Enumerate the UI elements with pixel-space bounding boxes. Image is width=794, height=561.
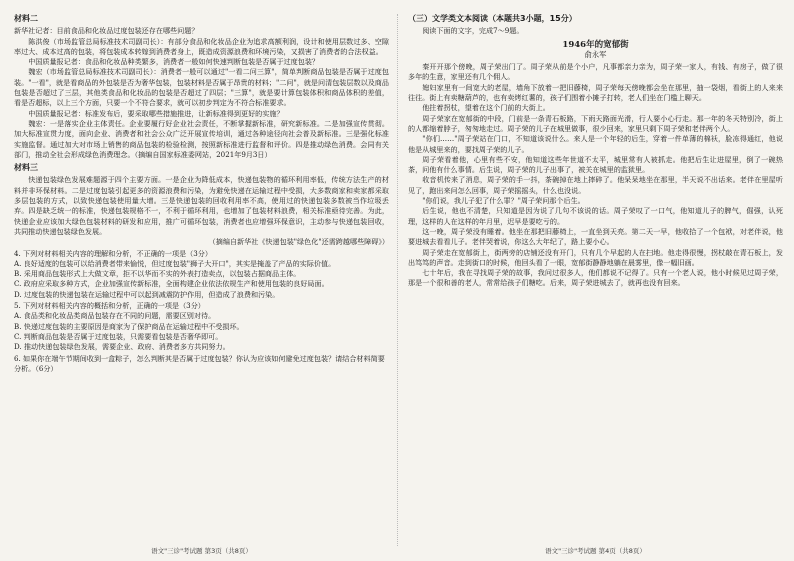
question-6-stem: 6. 如果你在端午节期间收到一盒粽子，怎么判断其是否属于过度包装？你认为应该如何避免过度包装？请结合材料简要分析。（6分）: [14, 353, 385, 373]
page-divider: [397, 14, 398, 546]
story-para-12: 七十年后，我在寻找周子荣的故事，我问过很多人，他们都说不记得了。只有一个老人说，他小时候见过周子荣，那是一个很和善的老人，常常给孩子们糖吃。后来，周子荣进城去了，就再也没有回来。: [408, 268, 783, 288]
material2-para-4: 魏宏（市场监管总局标准技术司副司长）：消费者一般可以通过"一看二问三算"，简单判断商品包装是否属于过度包装。"一看"，就是看商品的外包装是否为奢华包装，包装材料是否属于昂贵的材料；"二问"，就是问清包装层数以及商品包装是否超过了三层，其他类食品和化妆品的包装是否超过了四层；"三算"，就是要计算包装体积和商品体积的差值，看是否超标，以上三个方面，只要一个不符合要求，就可以初步判定为不符合标准要求。: [14, 67, 389, 108]
material2-para-3: 中国质量报记者：食品和化妆品种类繁多，消费者一般如何快速判断包装是否属于过度包装？: [28, 57, 320, 67]
question-4-option-a: A. 良好适度的包装可以给消费者带来愉悦，但过度包装"狮子大开口"，其实是掩盖了产品的实际价值。: [14, 258, 336, 268]
question-5-stem: 5. 下列对材料相关内容的概括和分析，正确的一项是（3分）: [14, 301, 205, 311]
story-para-2: 媳妇家里有一间宽大的老屋，墙角下放着一把旧藤椅，周子荣每天傍晚都会坐在那里，抽一袋烟，看街上的人来来往往。街上有卖糖葫芦的，也有卖烤红薯的，孩子们围着小摊子打转，老人们坐在门槛上聊天。: [408, 82, 783, 103]
question-5-option-c: C. 判断商品包装是否属于过度包装，只需要看包装是否奢华即可。: [14, 331, 223, 341]
question-5-option-d: D. 推动快递包装绿色发展，需要企业、政府、消费者多方共同努力。: [14, 342, 230, 352]
material2-para-2: 陈洪俊（市场监管总局标准技术司副司长）：有部分食品和化妆品企业为追求高额利润，设计和使用层数过多、空隙率过大、成本过高的包装，将包装成本转嫁到消费者身上，既造成资源浪费和环境污染，又损害了消费者的合法权益。: [14, 36, 389, 56]
page-footer-right: 语文"三诊"考试题 第4页（共8页）: [545, 547, 646, 555]
story-para-6: 周子荣看着他，心里有些不安，他知道这些年世道不太平，城里常有人被抓走。他把后生让进屋里，倒了一碗热茶，问他有什么事情。后生说，周子荣的儿子出事了，被关在城里的监狱里。: [408, 154, 783, 175]
question-5-option-b: B. 快递过度包装的主要原因是商家为了保护商品在运输过程中不受损坏。: [14, 321, 244, 331]
story-para-7: 收音机传来了消息，周子荣的手一抖，茶碗掉在地上摔碎了。他呆呆地坐在那里，半天说不出话来。老伴在里屋听见了，跑出来问怎么回事，周子荣摇摇头，什么也没说。: [408, 175, 783, 195]
story-para-9: 后生说，他也不清楚，只知道是因为说了几句不该说的话。周子荣叹了一口气，他知道儿子的脾气，倔强，认死理，这样的人在这样的年月里，迟早是要吃亏的。: [408, 206, 783, 226]
story-para-11: 周子荣走在宽郁街上，街两旁的店铺还没有开门，只有几个早起的人在扫地。他走得很慢，拐杖敲在青石板上，发出笃笃的声音。走到街口的时候，他回头看了一眼，宽郁街静静地躺在晨雾里，像一幅旧画。: [408, 247, 783, 267]
question-4-stem: 4. 下列对材料相关内容的理解和分析，不正确的一项是（3分）: [14, 248, 212, 258]
material3-source: （摘编自新华社《快递包装"绿色化"还需跨越哪些障碍》）: [208, 237, 389, 247]
story-title: 1946年的宽郁街: [562, 39, 629, 50]
story-para-10: 这一晚，周子荣没有睡着。他坐在那把旧藤椅上，一直坐到天亮。第二天一早，他收拾了一个包袱，对老伴说，他要进城去看看儿子。老伴哭着说，你这么大年纪了，路上要小心。: [408, 226, 783, 247]
material2-para-1: 新华社记者：目前食品和化妆品过度包装还存在哪些问题？: [14, 26, 199, 36]
story-author: 俞永军: [584, 49, 607, 59]
material2-para-6: 魏宏：一是落实企业主体责任。企业要履行好企业社会责任，不断掌握新标准，研究新标准。二是加强宣传贯彻。加大标准宣贯力度，面向企业、消费者和社会公众广泛开展宣传培训，通过各种途径向社会普及新标准。三是强化标准实施监督。通过加大对市场上销售的商品包装的检验检测，按照新标准进行监督和评价。四是推动绿色消费。会同有关部门，推动全社会形成绿色消费理念。（摘编自国家标准委网站，2021年9月3日）: [14, 118, 389, 159]
page-footer-left: 语文"三诊"考试题 第3页（共8页）: [151, 547, 252, 555]
left-column: [14, 14, 389, 546]
literary-instruction: 阅读下面的文字，完成7～9题。: [422, 26, 524, 36]
story-para-3: 他拄着拐杖，望着在这个门前的大街上。: [422, 103, 550, 113]
right-column: [408, 14, 783, 546]
story-para-5: "你们……"周子荣站在门口，不知道该说什么。来人是一个年轻的后生，穿着一件单薄的棉袄，脸冻得通红，他说他是从城里来的，要找周子荣的儿子。: [408, 134, 783, 154]
story-para-1: 秦开开那个傍晚，周子荣出门了。周子荣从前是个小户，凡事都亲力亲为，周子荣一家人，有钱、有房子，做了很多年的生意，家里还有几个佣人。: [408, 62, 783, 82]
question-4-option-d: D. 过度包装的快递包装在运输过程中可以起到减震防护作用，但造成了浪费和污染。: [14, 289, 280, 299]
material2-para-5: 中国质量报记者：标准发布后，要采取哪些措施推进，让新标准得到更好的实施？: [28, 108, 284, 118]
story-para-8: "你们说，我儿子犯了什么罪？"周子荣问那个后生。: [422, 196, 585, 206]
question-4-option-b: B. 采用商品包装形式上大做文章，拒不以华而不实的外表打造卖点，以包装占据商品主体。: [14, 269, 301, 279]
material3-heading: 材料三: [14, 163, 38, 173]
question-5-option-a: A. 食品类和化妆品类商品包装存在不同的问题，需要区别对待。: [14, 311, 216, 321]
material3-para-1: 快递包装绿色发展难题源于四个主要方面。一是企业为降低成本，快递包装物的循环利用率低，传统方法生产的材料并非环保材料。二是过度包装引起更多的资源浪费和污染，为避免快递在运输过程中受损，大多数商家和卖家都采取多层包装的方式，以致快递包装使用量大增。三是快递包装的回收利用率不高，使用过的快递包装多数被当作垃圾丢弃。四是缺乏统一的标准，快递包装规格不一，不利于循环利用，也增加了包装材料浪费，相关标准亟待完善。为此，快递企业应该加大绿色包装材料的研发和应用，推广可循环包装，消费者也应增强环保意识，主动参与快递包装回收，共同推动快递包装绿色发展。: [14, 175, 389, 236]
story-para-4: 周子荣家在宽郁街的中段，门前是一条青石板路，下雨天路面光滑，行人要小心行走。那一年的冬天特别冷，街上的人都缩着脖子，匆匆地走过。周子荣的儿子在城里做事，很少回来，家里只剩下周子荣和老伴两个人。: [408, 113, 783, 133]
material2-heading: 材料二: [14, 14, 38, 23]
literary-section-heading: （三）文学类文本阅读（本题共3小题，15分）: [408, 14, 577, 23]
question-4-option-c: C. 政府应采取多种方式，企业加强宣传新标准，全面构建企业依法依规生产和使用包装的良好局面。: [14, 279, 329, 289]
